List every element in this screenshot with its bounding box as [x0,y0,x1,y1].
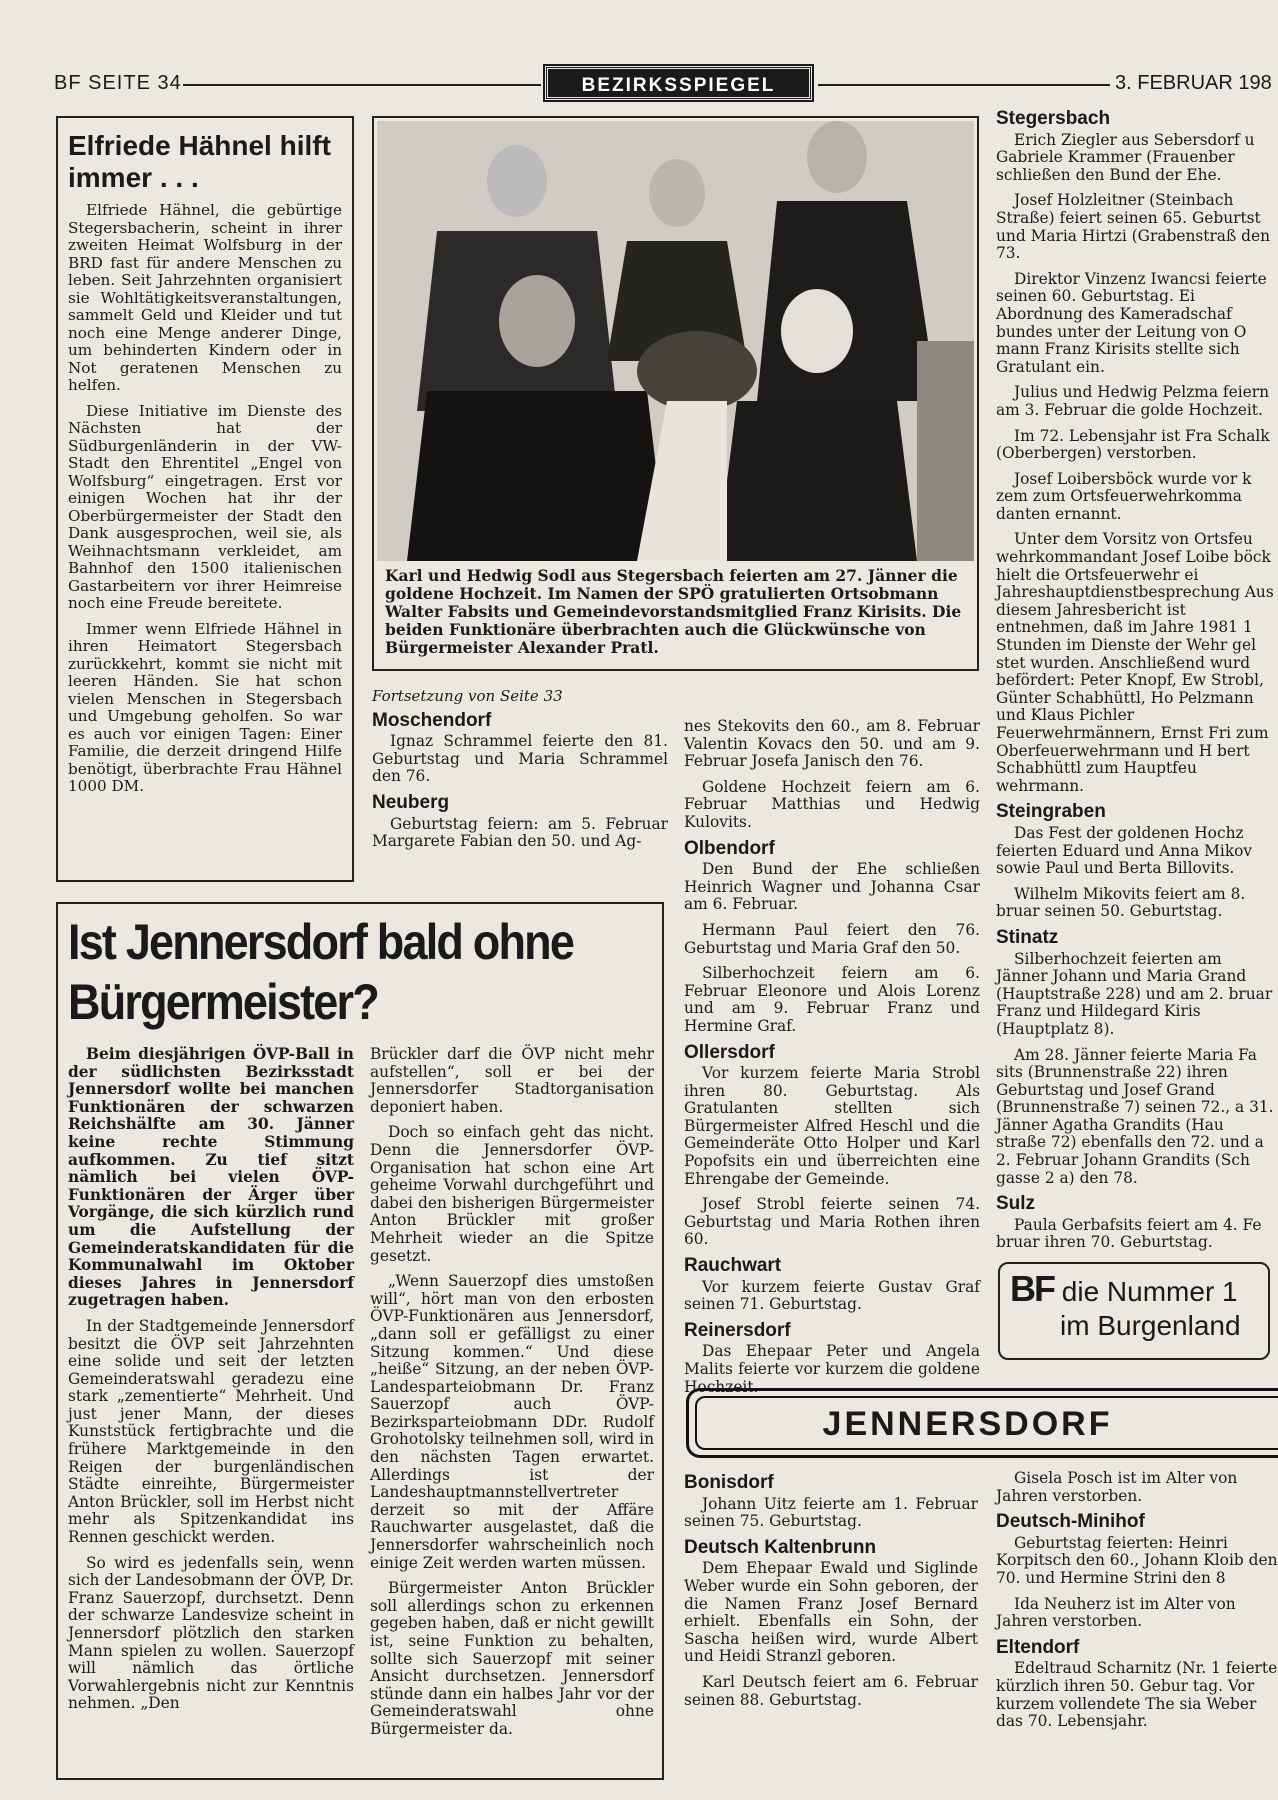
section-badge: BEZIRKSSPIEGEL [545,66,812,100]
section-title: Rauchwart [684,1255,782,1277]
banner-label: JENNERSDORF [695,1396,1278,1450]
section-title: Bonisdorf [684,1472,774,1493]
photo-caption: Karl und Hedwig Sodl aus Stegersbach feierten am 27. Jänner die goldene Hochzeit. Im Namen der SPÖ gratulierten Ortsobmann Walter Fabsits und Gemeindevorstandsmitglied Franz Kirisits. Die beiden Funktionäre überbrachten auch die Glückwünsche von Bürgermeister Alexander Pratl. [385,566,962,657]
section-text: Dem Ehepaar Ewald und Siglinde Weber wurde ein Sohn geboren, der die Namen Franz Josef Bernard erhielt. Ebenfalls ein Sohn, der Sascha heißen wird, wurde Albert und Heidi Stranzl geboren. [684,1559,978,1666]
section-text: Erich Ziegler aus Sebersdorf u Gabriele Krammer (Frauenber schließen den Bund der Ehe. [996,130,1255,184]
article-headline: Ist Jennersdorf bald ohne Bürgermeister? [68,914,574,1030]
section-text: Josef Loibersböck wurde vor k zem zum Ortsfeuerwehrkomma danten ernannt. [996,469,1252,523]
haehnel-article [56,116,354,882]
section-text: Silberhochzeit feiern am 6. Februar Eleonore und Alois Lorenz und am 9. Februar Franz und Hermine Graf. [684,964,980,1035]
section-text: Ignaz Schrammel feierte den 81. Geburtstag und Maria Schrammel den 76. [372,732,668,786]
section-text: Geburtstag feierten: Heinri Korpitsch den 60., Johann Kloib den 70. und Hermine Strini den 8 [996,1533,1278,1587]
section-text: Direktor Vinzenz Iwancsi feierte seinen 60. Geburtstag. Ei Abordnung des Kameradschaf bundes unter der Leitung von O mann Franz Kirisits stellte sich Gratulant ein. [996,269,1267,376]
section-text: Silberhochzeit feierten am Jänner Johann und Maria Grand (Hauptstraße 228) und am 2. bruar Franz und Hildegard Kiris (Hauptplatz 8). [996,949,1273,1038]
photo-box [372,116,979,671]
haehnel-headline: Elfriede Hähnel hilft immer . . . [68,130,331,193]
section-text: Vor kurzem feierte Maria Strobl ihren 80. Geburtstag. Als Gratulanten stellten sich Bürgermeister Alfred Heschl und die Gemeinderäte Otto Holper und Karl Popofsits ein und überreichten eine Ehrengabe der Gemeinde. [684,1064,980,1188]
section-title: Ollersdorf [684,1041,775,1063]
bf-logo: BF [1010,1268,1054,1309]
haehnel-paragraph: Elfriede Hähnel, die gebürtige Stegersbacherin, scheint in ihrer zweiten Heimat Wolfsburg in der BRD fast für andere Menschen zu leben. Seit Jahrzehnten organisiert sie Wohltätigkeitsveranstaltungen, sammelt Geld und Kleider und tut noch eine Menge anderer Dinge, um behinderten Kindern oder in Not geratenen Menschen zu helfen. [68,201,342,394]
section-text: Edeltraud Scharnitz (Nr. 1 feierte kürzlich ihren 50. Gebur tag. Vor kurzem vollendete The sia Weber das 70. Lebensjahr. [996,1659,1278,1731]
ad-line-1: die Nummer 1 [1061,1276,1238,1307]
section-title: Moschendorf [372,709,492,731]
article-paragraph: So wird es jedenfalls sein, wenn sich der Landesobmann der ÖVP, Dr. Franz Sauerzopf, durchsetzt. Denn der schwarze Landesvize scheint in Jennersdorf plötzlich den starken Mann spielen zu wollen. Sauerzopf will nämlich das örtliche Vorwahlergebnis nicht zur Kenntnis nehmen. „Den [68,1553,354,1713]
haehnel-paragraph: Immer wenn Elfriede Hähnel in ihren Heimatort Stegersbach zurückkehrt, kommt sie nicht mit leeren Händen. Sie hat schon vielen Menschen in Stegersbach und Umgebung geholfen. So war es auch vor einigen Tagen: Einer Familie, die derzeit dringend Hilfe benötigt, überbrachte Frau Hähnel 1000 DM. [68,619,342,795]
section-text: Am 28. Jänner feierte Maria Fa sits (Brunnenstraße 22) ihren Geburtstag und Josef Grand (Brunnenstraße 7) seinen 72., a 31. Jänner Agatha Grandits (Hau straße 72) ebenfalls den 72. und a 2. Februar Johann Grandits (Sch gasse 2 a) den 78. [996,1045,1274,1187]
section-text: Geburtstag feiern: am 5. Februar Margarete Fabian den 50. und Ag- [372,814,668,851]
article-paragraph: Brückler darf die ÖVP nicht mehr aufstellen“, soll er bei der Jennersdorfer Stadtorganisation deponiert haben. [370,1045,654,1116]
section-title: Eltendorf [996,1636,1080,1658]
header-rule-right [818,84,1110,86]
section-text: Josef Holzleitner (Steinbach Straße) feiert seinen 65. Geburtst und Maria Hirtzi (Grabenstraß den 73. [996,191,1271,263]
jennersdorf-banner [686,1388,1278,1458]
section-text: Paula Gerbafsits feiert am 4. Fe bruar ihren 70. Geburtstag. [996,1215,1262,1252]
section-title: Olbendorf [684,837,775,859]
article-paragraph: In der Stadtgemeinde Jennersdorf besitzt die ÖVP seit Jahrzehnten eine solide und seit der letzten Gemeinderatswahl geradezu eine stark „zementierte“ Mehrheit. Und just jener Mann, der dieses Kunststück fertigbrachte und die frühere Marktgemeinde in den Reigen der burgenländischen Städte einreihte, Bürgermeister Anton Brückler, soll im Herbst nicht mehr als Spitzenkandidat ins Rennen geschickt werden. [68,1316,354,1547]
section-text: Unter dem Vorsitz von Ortsfeu wehrkommandant Josef Loibe böck hielt die Ortsfeuerwehr ei Jahreshauptdienstbesprechung Aus diesem Jahresbericht ist entnehmen, daß im Jahre 1981 1 Stunden im Dienste der Wehr gel stet wurden. Anschließend wurd befördert: Peter Knopf, Ew Strobl, Günter Schabhüttl, Ho Pelzmann und Klaus Pichler Feuerwehrmännern, Ernst Fri zum Oberfeuerwehrmann und H bert Schabhüttl zum Hauptfeu wehrmann. [996,530,1274,795]
section-title: Deutsch Kaltenbrunn [684,1536,877,1558]
continuation-note: Fortsetzung von Seite 33 [372,687,563,705]
page-number: BF SEITE 34 [54,72,182,94]
section-title: Neuberg [372,791,450,813]
section-text: Den Bund der Ehe schließen Heinrich Wagner und Johanna Csar am 6. Februar. [684,860,980,914]
ad-line-2: im Burgenland [1060,1310,1241,1341]
haehnel-paragraph: Diese Initiative im Dienste des Nächsten hat der Südburgenländerin in der VW-Stadt den Ehrentitel „Engel von Wolfsburg“ eingetragen. Erst vor einigen Wochen hat ihr der Oberbürgermeister der Stadt den Dank ausgesprochen, weil sie, als Weihnachtsmann verkleidet, am Bahnhof den 1500 italienischen Gastarbeitern vor ihrer Heimreise noch eine Freude bereitete. [68,401,342,612]
issue-date: 3. FEBRUAR 198 [1115,72,1272,94]
section-text: Im 72. Lebensjahr ist Fra Schalk (Oberbergen) verstorben. [996,426,1270,463]
bf-ad [998,1262,1270,1360]
section-title: Stinatz [996,926,1059,948]
section-text: Das Fest der goldenen Hochz feierten Eduard und Anna Mikov sowie Paul und Berta Billovits. [996,823,1253,878]
section-text: Das Ehepaar Peter und Angela Malits feierte vor kurzem die goldene Hochzeit. [684,1342,980,1396]
article-paragraph: Doch so einfach geht das nicht. Denn die Jennersdorfer ÖVP-Organisation hat schon eine Art geheime Vorwahl durchgeführt und dabei den bisherigen Bürgermeister Anton Brückler mit großer Mehrheit wieder an die Spitze gesetzt. [370,1123,654,1265]
section-text: Josef Strobl feierte seinen 74. Geburtstag und Maria Rothen ihren 60. [684,1195,980,1249]
right-column [996,108,1278,1252]
section-text: Ida Neuherz ist im Alter von Jahren verstorben. [996,1594,1236,1631]
article-column-1 [68,1046,354,1766]
section-text: Vor kurzem feierte Gustav Graf seinen 71. Geburtstag. [684,1277,980,1314]
section-text: Johann Uitz feierte am 1. Februar seinen 75. Geburtstag. [684,1494,978,1531]
mid-column-1 [372,688,668,888]
section-text: Karl Deutsch feiert am 6. Februar seinen 88. Geburtstag. [684,1672,978,1709]
header-rule-left [183,84,541,86]
photo-illustration [377,121,974,561]
mid-column-2 [684,717,980,1396]
section-text: Julius und Hedwig Pelzma feiern am 3. Februar die golde Hochzeit. [996,383,1269,419]
section-title: Stegersbach [996,108,1111,129]
section-title: Steingraben [996,801,1106,823]
continued-text: Gisela Posch ist im Alter von Jahren verstorben. [996,1469,1238,1505]
couple-photo [377,121,974,561]
continued-text: Goldene Hochzeit feiern am 6. Februar Matthias und Hedwig Kulovits. [684,777,980,831]
article-column-2 [370,1046,654,1766]
article-lead: Beim diesjährigen ÖVP-Ball in der südlichsten Bezirksstadt Jennersdorf wollte bei manchen Funktionären der schwarzen Reichshälfte am 30. Jänner keine rechte Stimmung aufkommen. Zu tief sitzt nämlich bei vielen ÖVP-Funktionären der Ärger über Vorgänge, die sich kürzlich rund um die Aufstellung der Gemeinderatskandidaten für die Kommunalwahl im Oktober dieses Jahres in Jennersdorf zugetragen haben. [68,1045,354,1310]
jennersdorf-column-2 [996,1470,1278,1780]
jennersdorf-article [56,902,664,1780]
jennersdorf-column-1 [684,1468,978,1778]
section-title: Deutsch-Minihof [996,1511,1145,1533]
section-title: Sulz [996,1193,1036,1215]
section-text: Hermann Paul feiert den 76. Geburtstag und Maria Graf den 50. [684,920,980,957]
section-text: Wilhelm Mikovits feiert am 8. bruar seinen 50. Geburtstag. [996,884,1246,921]
continued-text: nes Stekovits den 60., am 8. Februar Valentin Kovacs den 50. und am 9. Februar Josefa Janisch den 76. [684,717,980,771]
article-paragraph: „Wenn Sauerzopf dies umstoßen will“, hört man von den erbosten ÖVP-Funktionären aus Jennersdorf, „dann soll er gefälligst zu einer Sitzung kommen.“ Und diese „heiße“ Sitzung, an der neben ÖVP-Landesparteiobmann Dr. Franz Sauerzopf auch ÖVP-Bezirksparteiobmann DDr. Rudolf Grohotolsky teilnehmen soll, wird in den nächsten Tagen erwartet. Allerdings ist der Landeshauptmannstellvertreter derzeit so mit der Affäre Rauchwarter ausgelastet, daß die Jennersdorfer wahrscheinlich noch einige Zeit werden warten müssen. [370,1272,654,1572]
section-title: Reinersdorf [684,1319,791,1341]
article-paragraph: Bürgermeister Anton Brückler soll allerdings schon zu erkennen gegeben haben, daß er nicht gewillt ist, seine Funktion zu behalten, sollte sich Sauerzopf mit seiner Ansicht durchsetzen. Jennersdorf stünde dann ein halbes Jahr vor der Gemeinderatswahl ohne Bürgermeister da. [370,1579,654,1738]
